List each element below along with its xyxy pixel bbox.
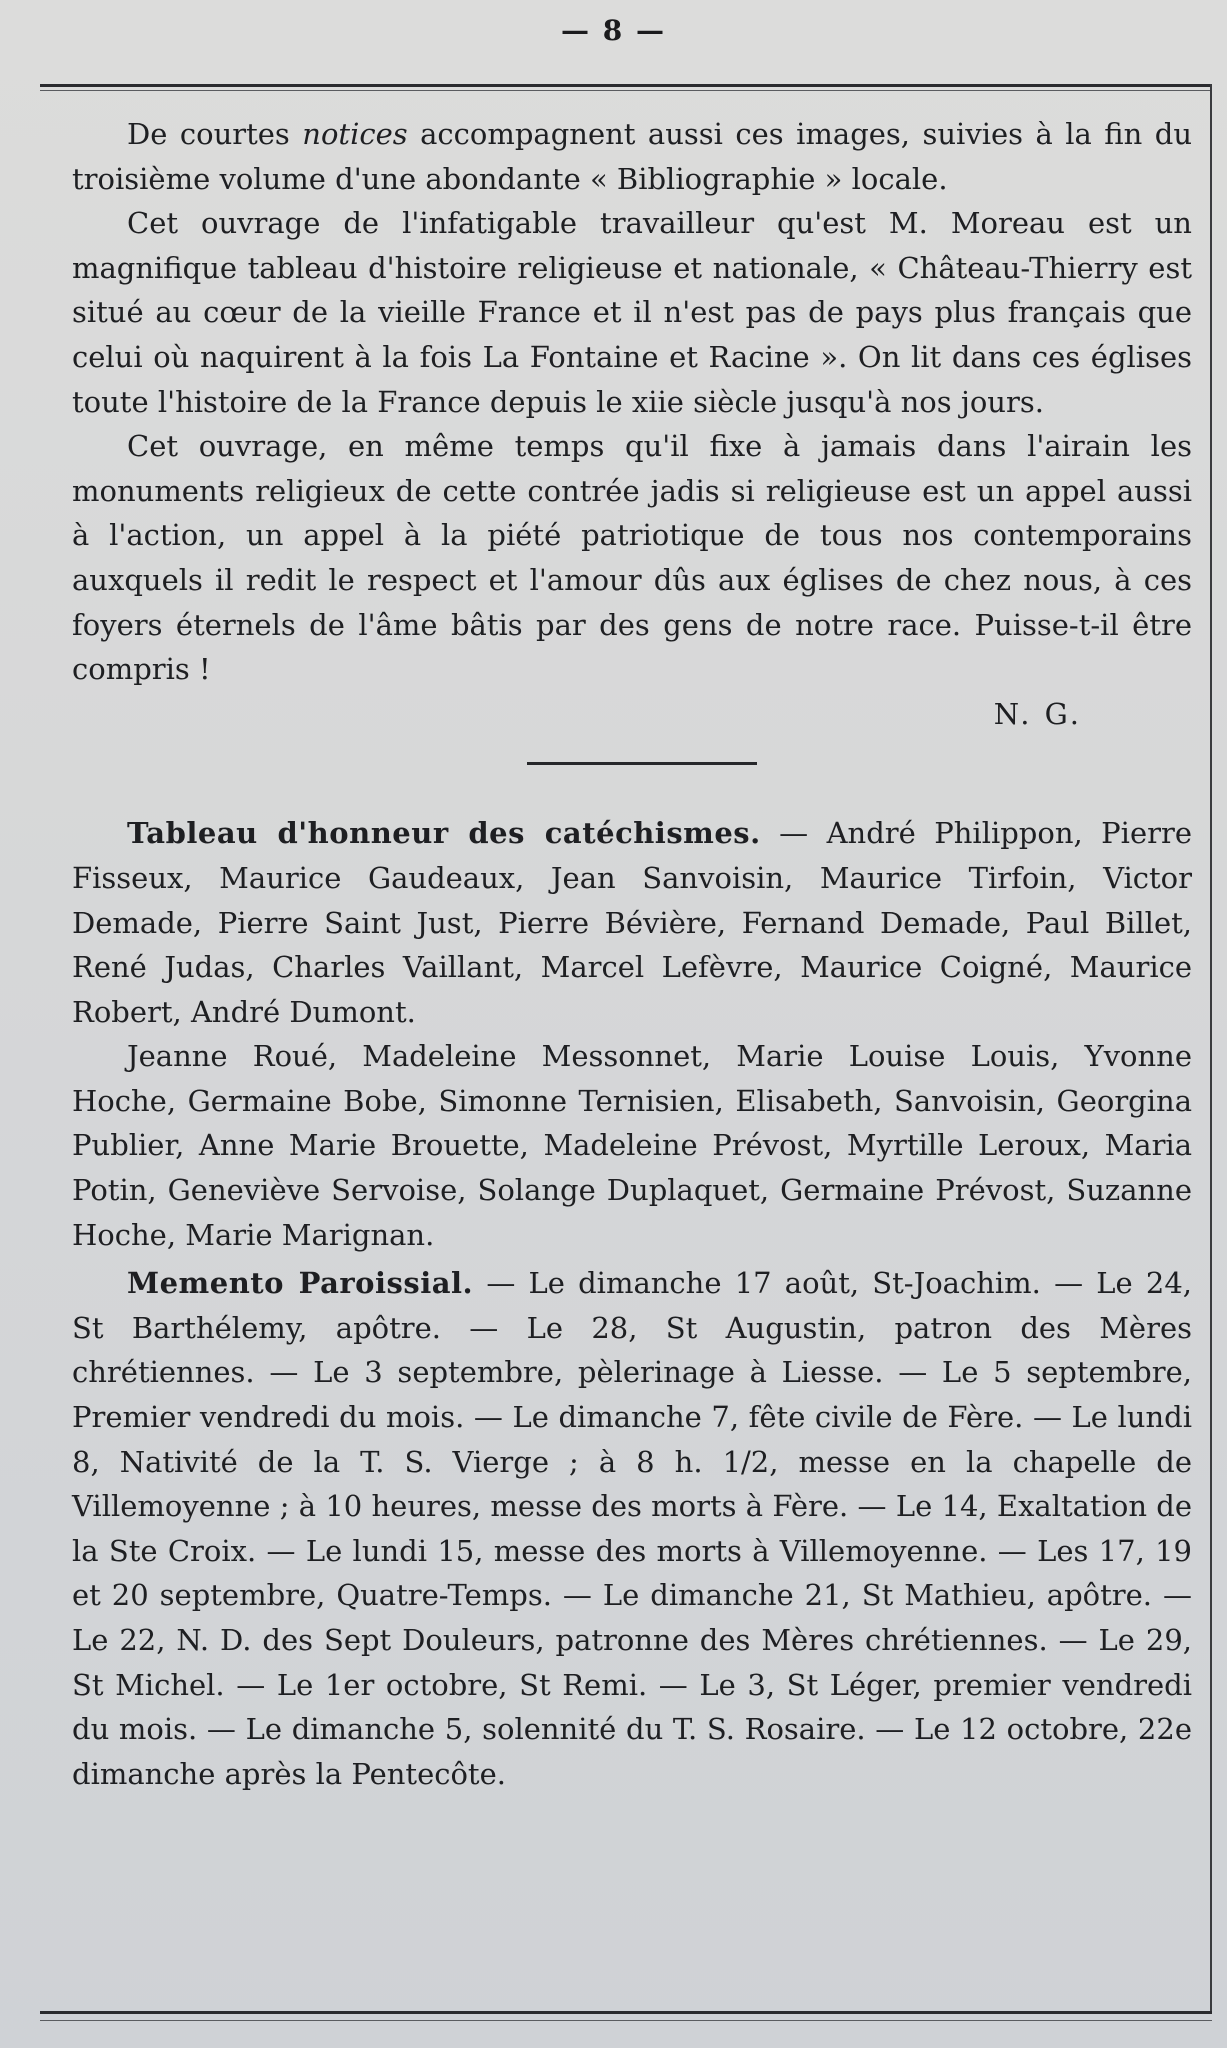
signature: N. G. xyxy=(993,696,1082,731)
review-p1-italic: notices xyxy=(302,117,408,151)
section-separator xyxy=(527,762,757,765)
review-paragraph-1 xyxy=(72,112,1192,201)
page-number: — 8 — xyxy=(561,14,666,47)
bottom-rule xyxy=(40,2011,1212,2014)
review-p1-text: De courtes xyxy=(127,117,303,151)
memento-heading: Memento Paroissial. xyxy=(127,1266,474,1301)
memento-paragraph xyxy=(72,1261,1192,1796)
page-text xyxy=(72,112,1192,1796)
honor-roll-heading: Tableau d'honneur des catéchismes. xyxy=(127,816,761,851)
review-p1-text-end: accompagnent aussi ces images, suivies à la fin du troisième volume d'une abondante « Bibliographie » locale. xyxy=(72,117,1192,196)
page-frame xyxy=(40,84,1212,2014)
honor-roll-boys-names: — André Philippon, Pierre Fisseux, Maurice Gaudeaux, Jean Sanvoisin, Maurice Tirfoin, Victor Demade, Pierre Saint Just, Pierre Bévière, Fernand Demade, Paul Billet, René Judas, Charles Vaillant, Marcel Lefèvre, Maurice Coigné, Maurice Robert, André Dumont. xyxy=(72,816,1193,1029)
memento-body: — Le dimanche 17 août, St-Joachim. — Le 24, St Barthélemy, apôtre. — Le 28, St Augustin, patron des Mères chrétiennes. — Le 3 septembre, pèlerinage à Liesse. — Le 5 septembre, Premier vendredi du mois. — Le dimanche 7, fête civile de Fère. — Le lundi 8, Nativité de la T. S. Vierge ; à 8 h. 1/2, messe en la chapelle de Villemoyenne ; à 10 heures, messe des morts à Fère. — Le 14, Exaltation de la Ste Croix. — Le lundi 15, messe des morts à Villemoyenne. — Les 17, 19 et 20 septembre, Quatre-Temps. — Le dimanche 21, St Mathieu, apôtre. — Le 22, N. D. des Sept Douleurs, patronne des Mères chrétiennes. — Le 29, St Michel. — Le 1er octobre, St Remi. — Le 3, St Léger, premier vendredi du mois. — Le dimanche 5, solennité du T. S. Rosaire. — Le 12 octobre, 22e dimanche après la Pentecôte. xyxy=(72,1266,1193,1791)
right-rule xyxy=(1210,84,1212,2014)
top-rule xyxy=(40,84,1212,87)
honor-roll-girls: Jeanne Roué, Madeleine Messonnet, Marie Louise Louis, Yvonne Hoche, Germaine Bobe, Simonne Ternisien, Elisabeth, Sanvoisin, Georgina Publier, Anne Marie Brouette, Madeleine Prévost, Myrtille Leroux, Maria Potin, Geneviève Servoise, Solange Duplaquet, Germaine Prévost, Suzanne Hoche, Marie Marignan. xyxy=(72,1039,1192,1252)
review-paragraph-2: Cet ouvrage de l'infatigable travailleur qu'est M. Moreau est un magnifique tableau d'histoire religieuse et nationale, « Château-Thierry est situé au cœur de la vieille France et il n'est pas de pays plus français que celui où naquirent à la fois La Fontaine et Racine ». On lit dans ces églises toute l'histoire de la France depuis le xiie siècle jusqu'à nos jours. xyxy=(72,206,1192,419)
top-rule-thin xyxy=(40,90,1212,91)
bottom-rule-thin xyxy=(40,2020,1212,2021)
honor-roll-boys xyxy=(72,811,1192,1034)
review-paragraph-3: Cet ouvrage, en même temps qu'il fixe à jamais dans l'airain les monuments religieux de cette contrée jadis si religieuse est un appel aussi à l'action, un appel à la piété patriotique de tous nos contemporains auxquels il redit le respect et l'amour dûs aux églises de chez nous, à ces foyers éternels de l'âme bâtis par des gens de notre race. Puisse-t-il être compris ! xyxy=(72,429,1192,687)
